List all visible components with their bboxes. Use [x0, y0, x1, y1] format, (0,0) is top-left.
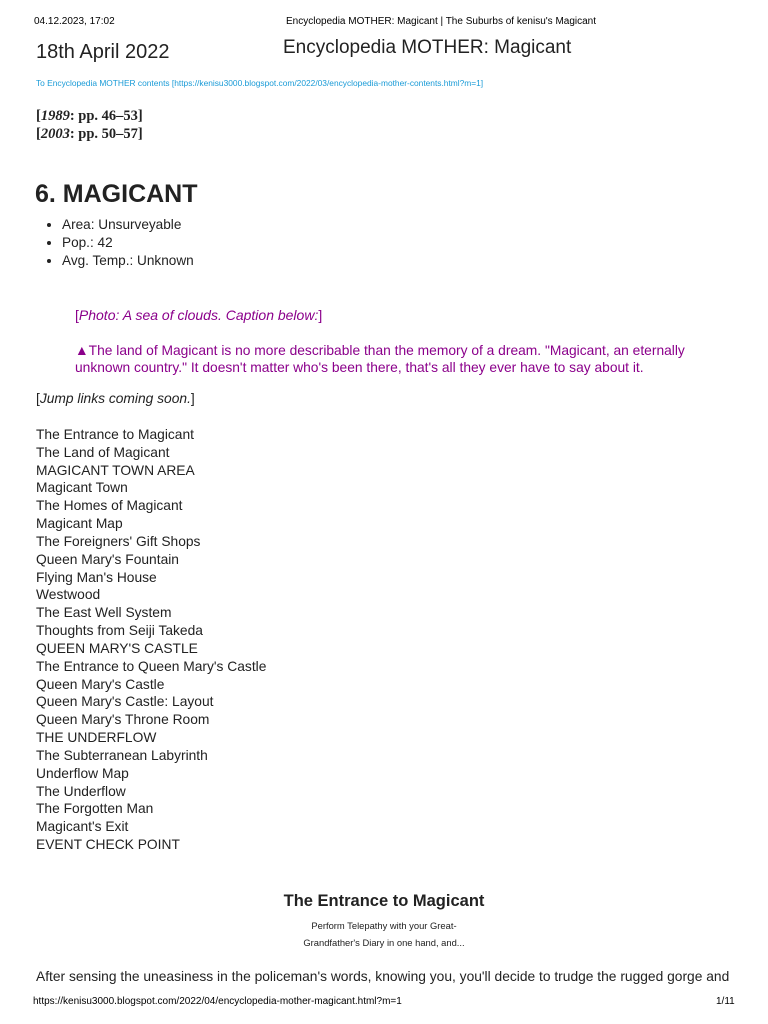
toc-item: Underflow Map	[36, 765, 129, 781]
photo-caption: ▲The land of Magicant is no more describable than the memory of a dream. "Magicant, an eternally unknown country." It doesn't matter who's been there, that's all they ever have to say about it.	[75, 343, 685, 375]
toc-item: THE UNDERFLOW	[36, 730, 157, 746]
stat-population: • Pop.: 42	[62, 234, 194, 252]
section-heading: The Entrance to Magicant	[283, 892, 485, 910]
print-header-title: Encyclopedia MOTHER: Magicant | The Suburbs of kenisu's Magicant	[286, 16, 597, 27]
toc-item: The Forgotten Man	[36, 801, 154, 817]
toc-item: Queen Mary's Castle: Layout	[36, 694, 214, 710]
toc-item: The Homes of Magicant	[36, 498, 183, 514]
section-subtitle-line: Grandfather's Diary in one hand, and...	[303, 937, 465, 948]
stat-area: • Area: Unsurveyable	[62, 216, 194, 234]
toc-item: Magicant Town	[36, 480, 128, 496]
chapter-heading: 6. MAGICANT	[35, 180, 198, 208]
toc-item: The East Well System	[36, 605, 172, 621]
photo-description: Photo: A sea of clouds. Caption below:	[78, 307, 319, 323]
toc-item: The Entrance to Magicant	[36, 427, 194, 442]
ref-open: [	[36, 108, 41, 124]
location-stats	[36, 216, 194, 269]
toc-item: Thoughts from Seiji Takeda	[36, 623, 203, 639]
print-footer-url: https://kenisu3000.blogspot.com/2022/04/encyclopedia-mother-magicant.html?m=1	[33, 996, 402, 1007]
section-subtitle	[0, 917, 768, 951]
toc-item: MAGICANT TOWN AREA	[36, 462, 195, 478]
reference-2003	[36, 125, 143, 143]
toc-item: Queen Mary's Fountain	[36, 551, 179, 567]
photo-placeholder	[75, 307, 322, 323]
ref-open: [	[36, 126, 41, 142]
reference-1989	[36, 107, 143, 125]
ref-pages: : pp. 50–57]	[69, 126, 143, 142]
toc-item: Magicant's Exit	[36, 819, 129, 835]
ref-pages: : pp. 46–53]	[69, 108, 143, 124]
toc-item: Queen Mary's Throne Room	[36, 712, 210, 728]
toc-item: Flying Man's House	[36, 569, 157, 585]
toc-item: The Foreigners' Gift Shops	[36, 533, 201, 549]
ref-year: 1989	[40, 108, 70, 124]
page-references	[36, 107, 143, 143]
jump-open-bracket: [	[36, 391, 40, 406]
section-body-text: After sensing the uneasiness in the policeman's words, knowing you, you'll decide to trudge the rugged gorge and	[36, 969, 730, 984]
ref-year: 2003	[40, 126, 70, 142]
print-footer-page-number: 1/11	[716, 996, 735, 1007]
toc-item: EVENT CHECK POINT	[36, 837, 180, 853]
contents-link[interactable]: To Encyclopedia MOTHER contents [https://kenisu3000.blogspot.com/2022/03/encyclopedia-mother-contents.html?m=1]	[36, 78, 484, 88]
toc-item: Queen Mary's Castle	[36, 676, 165, 692]
print-header-datetime: 04.12.2023, 17:02	[34, 16, 115, 27]
toc-item: The Entrance to Queen Mary's Castle	[36, 658, 267, 674]
toc-item: The Subterranean Labyrinth	[36, 747, 208, 763]
jump-text: Jump links coming soon.	[39, 391, 191, 406]
post-date: 18th April 2022	[36, 41, 170, 63]
toc-item: QUEEN MARY'S CASTLE	[36, 640, 198, 656]
photo-close-bracket: ]	[318, 307, 323, 323]
jump-close-bracket: ]	[190, 391, 195, 406]
toc-item: The Land of Magicant	[36, 444, 170, 460]
toc-item: Magicant Map	[36, 516, 123, 532]
stat-temperature: • Avg. Temp.: Unknown	[62, 252, 194, 270]
toc-item: The Underflow	[36, 783, 126, 799]
photo-open-bracket: [	[75, 307, 79, 323]
section-subtitle-line: Perform Telepathy with your Great-	[311, 920, 457, 931]
jump-links-note	[36, 391, 195, 406]
page-title: Encyclopedia MOTHER: Magicant	[283, 37, 572, 58]
toc-item: Westwood	[36, 587, 101, 603]
table-of-contents	[36, 426, 266, 854]
